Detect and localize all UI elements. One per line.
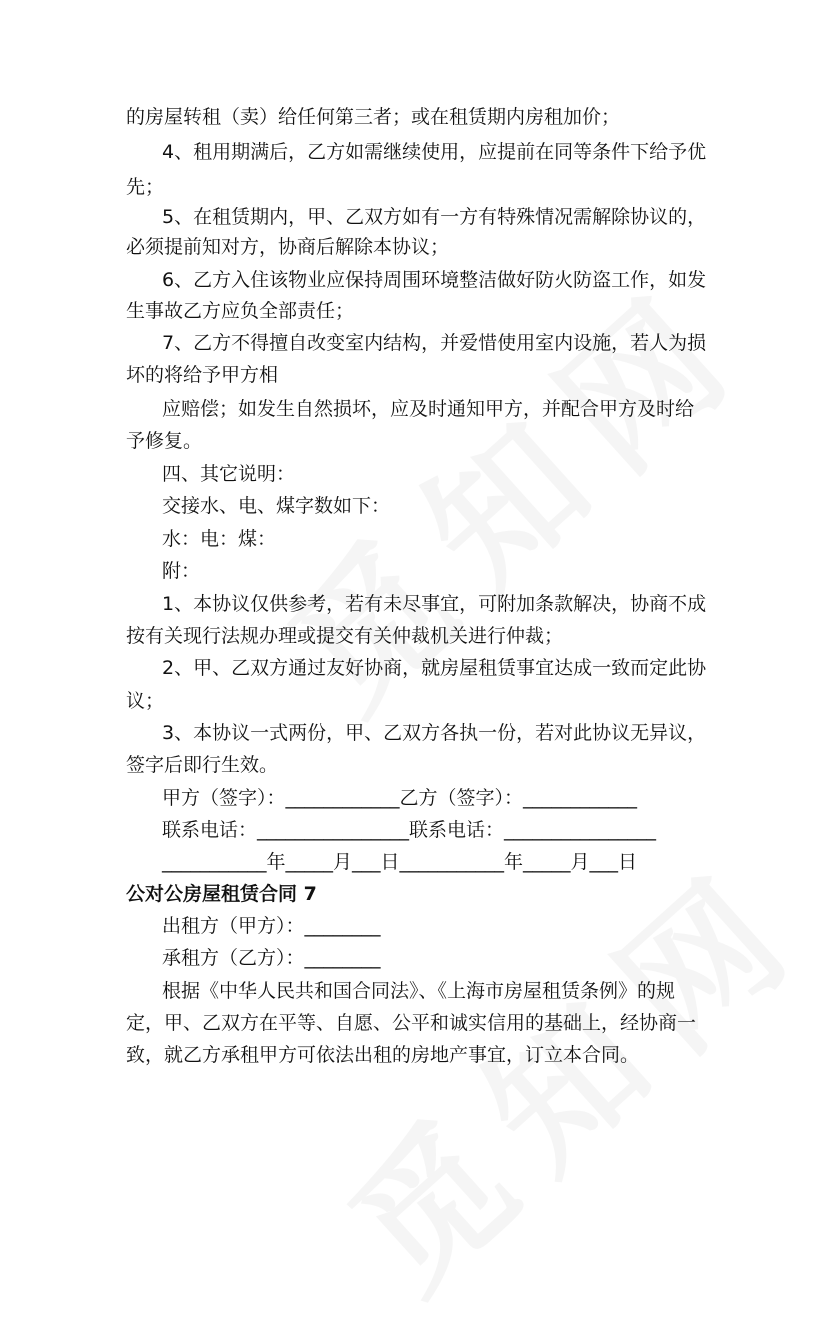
text-line: 按有关现行法规办理或提交有关仲裁机关进行仲裁； xyxy=(126,625,564,647)
text-line: 予修复。 xyxy=(126,430,203,452)
text-line: 4、租用期满后，乙方如需继续使用，应提前在同等条件下给予优 xyxy=(162,141,707,163)
text-line: 必须提前知对方，协商后解除本协议； xyxy=(126,236,450,258)
text-line: 承租方（乙方）：________ xyxy=(162,947,381,969)
text-line: 5、在租赁期内，甲、乙双方如有一方有特殊情况需解除协议的， xyxy=(162,206,707,228)
text-line: 的房屋转租（卖）给任何第三者；或在租赁期内房租加价； xyxy=(126,106,621,128)
text-line: 坏的将给予甲方相 xyxy=(126,364,279,386)
text-line: 先； xyxy=(126,176,165,198)
text-line: 交接水、电、煤字数如下： xyxy=(162,495,391,517)
text-line: 议； xyxy=(126,690,165,712)
text-line: 附： xyxy=(162,560,201,582)
text-line: 签字后即行生效。 xyxy=(126,754,279,776)
text-line: 定，甲、乙双方在平等、自愿、公平和诚实信用的基础上，经协商一 xyxy=(126,1012,697,1034)
text-line: 四、其它说明： xyxy=(162,463,296,485)
text-line: 根据《中华人民共和国合同法》、《上海市房屋租赁条例》的规 xyxy=(162,980,676,1002)
text-line: 水：电：煤： xyxy=(162,528,277,550)
date-line: ___________年_____月___日___________年_____月___日 xyxy=(162,851,638,873)
signature-line: 甲方（签字）：____________乙方（签字）：____________ xyxy=(162,787,638,809)
text-line: 3、本协议一式两份，甲、乙双方各执一份，若对此协议无异议， xyxy=(162,722,707,744)
text-line: 应赔偿；如发生自然损坏，应及时通知甲方，并配合甲方及时给 xyxy=(162,398,695,420)
phone-line: 联系电话：________________联系电话：________________ xyxy=(162,819,657,841)
text-line: 6、乙方入住该物业应保持周围环境整洁做好防火防盗工作，如发 xyxy=(162,269,707,291)
text-line: 1、本协议仅供参考，若有未尽事宜，可附加条款解决，协商不成 xyxy=(162,593,707,615)
text-line: 生事故乙方应负全部责任； xyxy=(126,300,355,322)
section-heading: 公对公房屋租赁合同 7 xyxy=(126,883,317,905)
text-line: 2、甲、乙双方通过友好协商，就房屋租赁事宜达成一致而定此协 xyxy=(162,657,707,679)
text-line: 出租方（甲方）：________ xyxy=(162,915,381,937)
text-line: 致，就乙方承租甲方可依法出租的房地产事宜，订立本合同。 xyxy=(126,1044,640,1066)
text-line: 7、乙方不得擅自改变室内结构，并爱惜使用室内设施，若人为损 xyxy=(162,332,707,354)
